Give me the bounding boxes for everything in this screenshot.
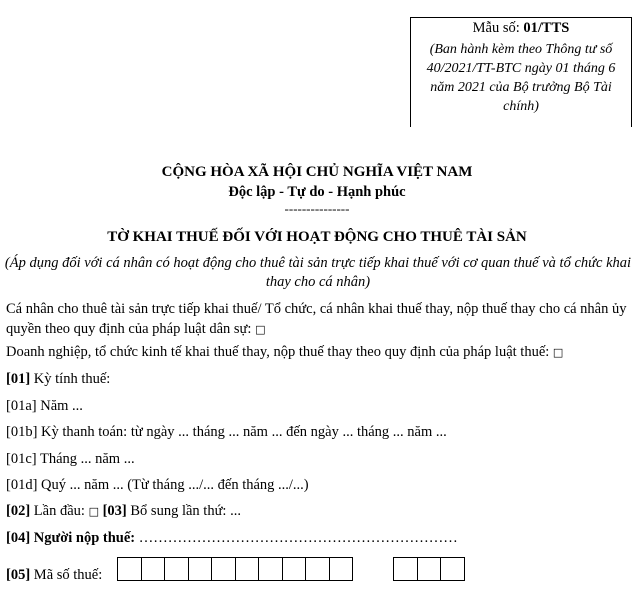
option-individual [6, 299, 628, 340]
supplement-field[interactable]: Bổ sung lần thứ: ... [126, 503, 241, 519]
tax-id-branch-cell[interactable] [440, 557, 465, 581]
field-01a-year[interactable]: [01a] Năm ... [6, 398, 83, 414]
tax-id-cell[interactable] [305, 557, 330, 581]
tax-id-cell[interactable] [141, 557, 166, 581]
tax-id-cell[interactable] [117, 557, 142, 581]
form-title: TỜ KHAI THUẾ ĐỐI VỚI HOẠT ĐỘNG CHO THUÊ TÀI SẢN [107, 229, 527, 245]
taxpayer-label: [04] Người nộp thuế: [6, 530, 136, 546]
tax-id-branch-cell[interactable] [417, 557, 442, 581]
header-divider: --------------- [284, 201, 350, 216]
tax-id-branch-cell[interactable] [393, 557, 418, 581]
option-enterprise-checkbox[interactable]: □ [552, 346, 564, 359]
option-enterprise-label: Doanh nghiệp, tổ chức kinh tế khai thuế thay, nộp thuế thay theo quy định của pháp luật thuế: [6, 344, 550, 360]
tax-id-cell[interactable] [164, 557, 189, 581]
field-01b-payment-period[interactable]: [01b] Kỳ thanh toán: từ ngày ... tháng ... năm ... đến ngày ... tháng ... năm ... [6, 424, 447, 440]
tax-id-branch-cells[interactable] [394, 557, 465, 581]
country-name: CỘNG HÒA XÃ HỘI CHỦ NGHĨA VIỆT NAM [161, 164, 473, 180]
field-02-03-declaration-type: [02] Lần đầu: □ [03] Bổ sung lần thứ: ... [6, 503, 241, 519]
field-01d-quarter[interactable]: [01d] Quý ... năm ... (Từ tháng .../... đến tháng .../...) [6, 477, 309, 493]
form-issuance-note: (Ban hành kèm theo Thông tư số 40/2021/TT-BTC ngày 01 tháng 6 năm 2021 của Bộ trưởng Bộ Tài chính) [426, 42, 616, 114]
tax-id-cell[interactable] [258, 557, 283, 581]
tax-id-cell[interactable] [329, 557, 354, 581]
tax-id-cell[interactable] [235, 557, 260, 581]
first-time-checkbox[interactable]: □ [88, 505, 99, 518]
tax-id-cell[interactable] [188, 557, 213, 581]
field-01-tax-period: [01] Kỳ tính thuế: [6, 371, 111, 387]
tax-id-cell[interactable] [211, 557, 236, 581]
field-01c-month[interactable]: [01c] Tháng ... năm ... [6, 451, 135, 467]
form-number: Mẫu số: 01/TTS [472, 20, 570, 36]
option-individual-checkbox[interactable]: □ [255, 323, 266, 336]
taxpayer-dots: ………………………………………………………… [138, 530, 458, 546]
form-number-box [410, 17, 632, 127]
field-04-taxpayer[interactable] [6, 530, 458, 547]
tax-id-cell[interactable] [282, 557, 307, 581]
field-05-tax-id-label: [05] Mã số thuế: [6, 567, 103, 583]
form-subtitle: (Áp dụng đối với cá nhân có hoạt động cho thuê tài sản trực tiếp khai thuế với cơ quan thuế và tổ chức khai thay cho cá nhân) [4, 255, 632, 290]
option-enterprise [6, 344, 563, 361]
option-individual-label: Cá nhân cho thuê tài sản trực tiếp khai thuế/ Tổ chức, cá nhân khai thuế thay, nộp thuế thay cho cá nhân ủy quyền theo quy định của pháp luật dân sự: [6, 301, 627, 337]
tax-id-main-cells[interactable] [118, 557, 353, 581]
national-motto: Độc lập - Tự do - Hạnh phúc [228, 184, 406, 200]
